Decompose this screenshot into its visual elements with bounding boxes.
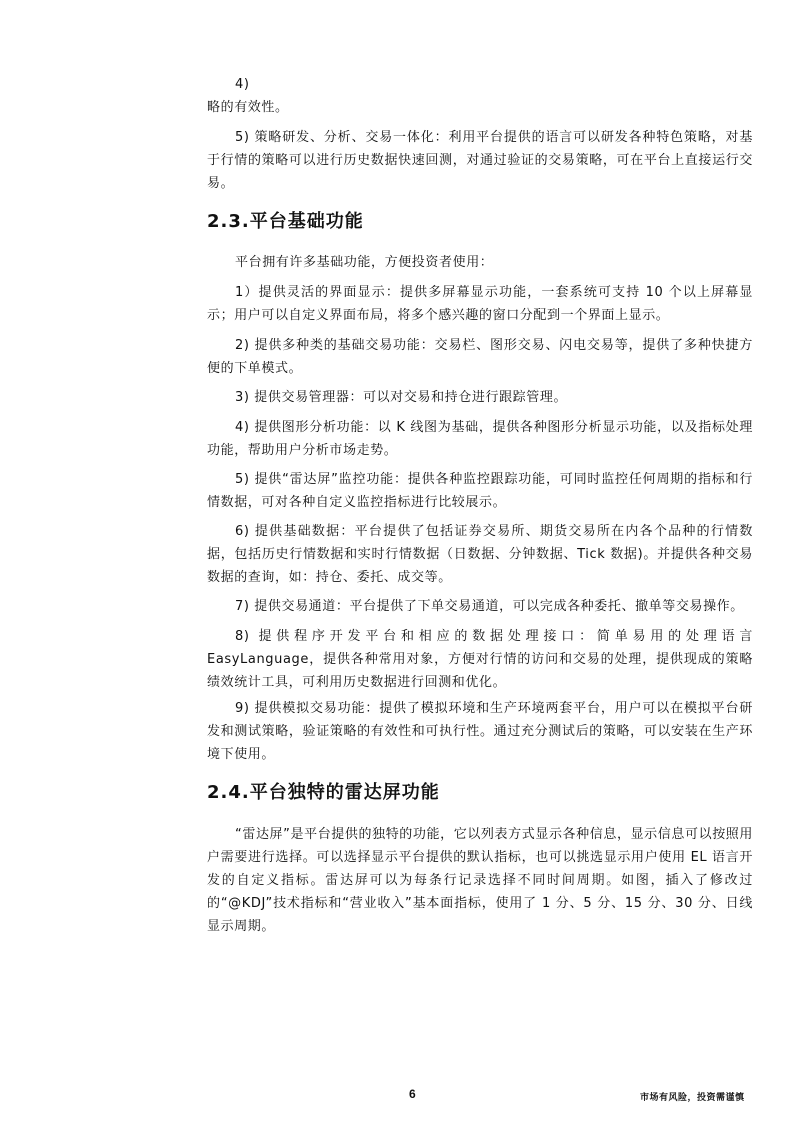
list-item: 9) 提供模拟交易功能：提供了模拟环境和生产环境两套平台，用户可以在模拟平台研发和测试策略，验证策略的有效性和可执行性。通过充分测试后的策略，可以安装在生产环境下使用。 bbox=[207, 701, 753, 762]
section-heading-2-3: 2.3.平台基础功能 bbox=[207, 211, 364, 232]
risk-notice: 市场有风险，投资需谨慎 bbox=[640, 1093, 745, 1103]
list-item: 2) 提供多种类的基础交易功能：交易栏、图形交易、闪电交易等，提供了多种快捷方便的下单模式。 bbox=[207, 338, 753, 376]
list-number: 4) bbox=[235, 77, 250, 92]
paragraph-strategy: 5) 策略研发、分析、交易一体化：利用平台提供的语言可以研发各种特色策略，对基于行情的策略可以进行历史数据快速回测，对通过验证的交易策略，可在平台上直接运行交易。 bbox=[207, 130, 753, 191]
list-item: 3) 提供交易管理器：可以对交易和持仓进行跟踪管理。 bbox=[235, 390, 568, 405]
page-number: 6 bbox=[409, 1087, 416, 1101]
list-item: 7) 提供交易通道：平台提供了下单交易通道，可以完成各种委托、撤单等交易操作。 bbox=[235, 599, 744, 614]
list-item: 1）提供灵活的界面显示：提供多屏幕显示功能，一套系统可支持 10 个以上屏幕显示；用户可以自定义界面布局，将多个感兴趣的窗口分配到一个界面上显示。 bbox=[207, 285, 753, 323]
list-item: 5) 提供“雷达屏”监控功能：提供各种监控跟踪功能，可同时监控任何周期的指标和行情数据，可对各种自定义监控指标进行比较展示。 bbox=[207, 472, 753, 510]
section-heading-2-4: 2.4.平台独特的雷达屏功能 bbox=[207, 782, 440, 803]
list-item: 4) 提供图形分析功能：以 K 线图为基础，提供各种图形分析显示功能，以及指标处理功能，帮助用户分析市场走势。 bbox=[207, 420, 753, 458]
section-body: “雷达屏”是平台提供的独特的功能，它以列表方式显示各种信息，显示信息可以按照用户需要进行选择。可以选择显示平台提供的默认指标，也可以挑选显示用户使用 EL 语言开发的自定义指标。雷达屏可以为每条行记录选择不同时间周期。如图，插入了修改过的“@KDJ”技术指标和“营业收入”基本面指标，使用了 1 分、5 分、15 分、30 分、日线显示周期。 bbox=[207, 827, 753, 934]
section-intro: 平台拥有许多基础功能，方便投资者使用： bbox=[235, 255, 494, 270]
list-item: 6) 提供基础数据：平台提供了包括证券交易所、期货交易所在内各个品种的行情数据，包括历史行情数据和实时行情数据（日数据、分钟数据、Tick 数据)。并提供各种交易数据的查询，如：持仓、委托、成交等。 bbox=[207, 524, 753, 585]
paragraph-continuation: 略的有效性。 bbox=[207, 100, 289, 115]
list-item: 8) 提供程序开发平台和相应的数据处理接口：简单易用的处理语言 EasyLanguage，提供各种常用对象，方便对行情的访问和交易的处理，提供现成的策略绩效统计工具，可利用历史数据进行回测和优化。 bbox=[207, 629, 753, 690]
